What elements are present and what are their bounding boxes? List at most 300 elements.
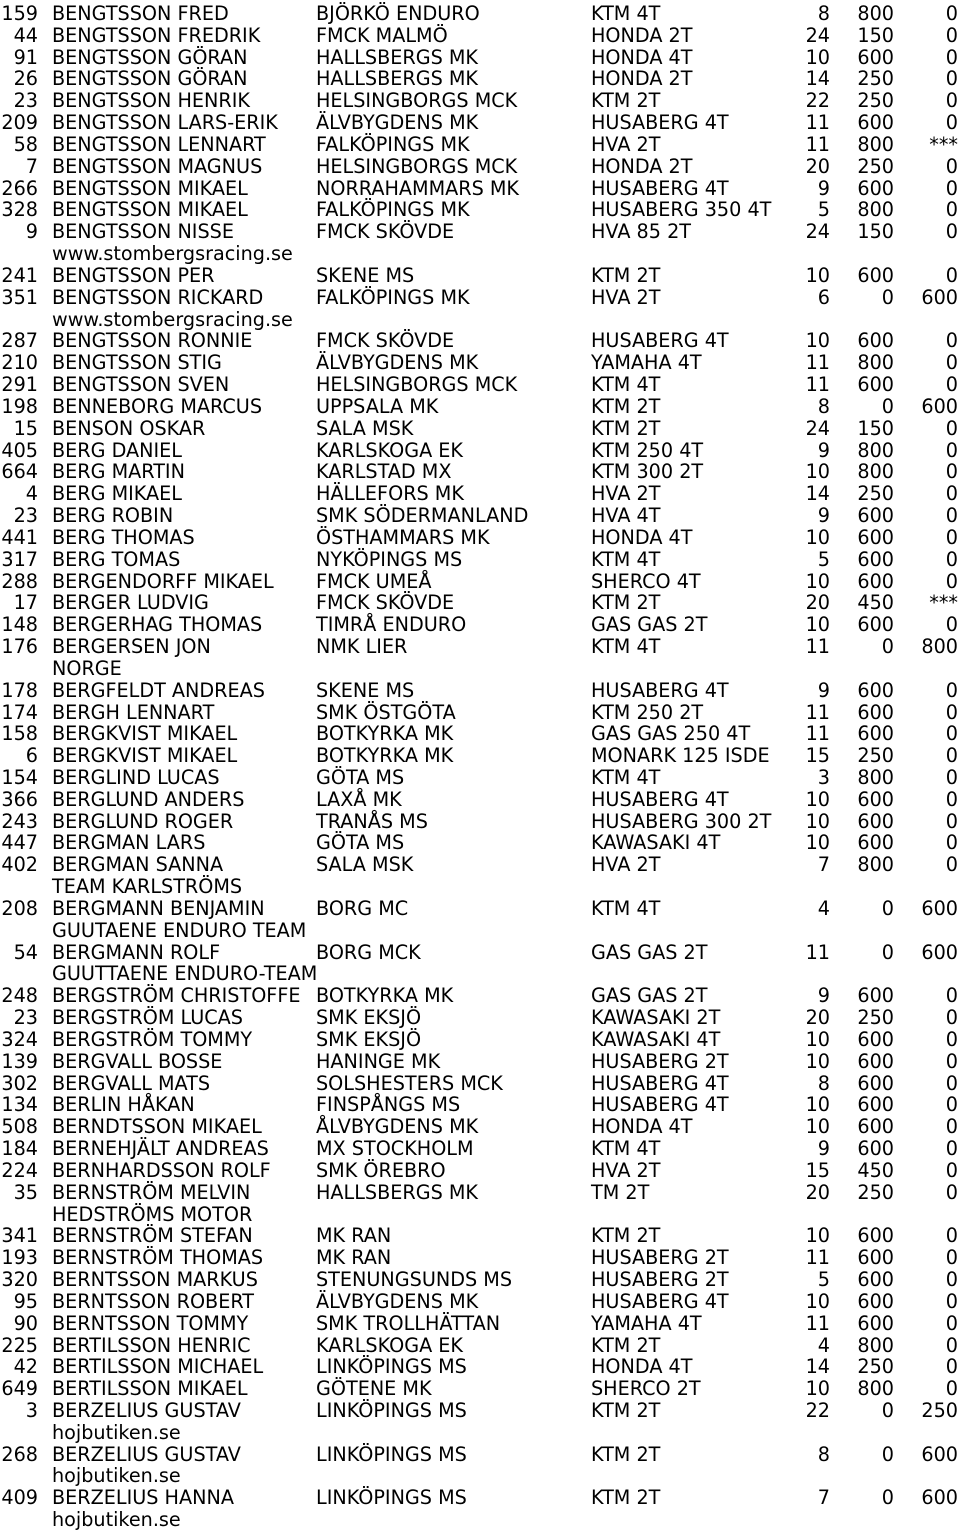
bike-model: HVA 2T — [591, 482, 661, 506]
club-name: HELSINGBORGS MCK — [316, 154, 518, 178]
start-number: 17 — [13, 591, 38, 615]
start-number: 351 — [1, 285, 38, 309]
entry-extra-row — [0, 1422, 960, 1444]
club-name: SALA MSK — [316, 853, 414, 877]
start-number: 649 — [1, 1377, 38, 1401]
entry-row — [0, 942, 960, 964]
value-2: 800 — [857, 853, 894, 877]
value-1: 10 — [805, 1115, 830, 1139]
value-2: 800 — [857, 1377, 894, 1401]
bike-model: HVA 2T — [591, 1158, 661, 1182]
value-3: *** — [929, 132, 958, 156]
value-1: 10 — [805, 1027, 830, 1051]
value-1: 10 — [805, 460, 830, 484]
rider-name: BENGTSSON PER — [52, 263, 215, 287]
rider-name: BERGLUND ANDERS — [52, 787, 245, 811]
value-3: 0 — [945, 744, 958, 768]
bike-model: HVA 85 2T — [591, 220, 691, 244]
value-1: 11 — [805, 373, 830, 397]
value-2: 250 — [857, 1180, 894, 1204]
rider-name: BERGER LUDVIG — [52, 591, 209, 615]
start-number: 225 — [1, 1333, 38, 1357]
bike-model: HUSABERG 2T — [591, 1268, 729, 1292]
value-1: 7 — [817, 853, 830, 877]
rider-name: BERGVALL MATS — [52, 1071, 211, 1095]
value-2: 600 — [857, 678, 894, 702]
start-number: 95 — [13, 1289, 38, 1313]
value-2: 250 — [857, 482, 894, 506]
rider-name: BERGENDORFF MIKAEL — [52, 569, 274, 593]
value-3: 0 — [945, 525, 958, 549]
start-number: 7 — [25, 154, 38, 178]
value-1: 11 — [805, 1246, 830, 1270]
entry-extra-row — [0, 963, 960, 985]
value-1: 10 — [805, 613, 830, 637]
entry-row — [0, 47, 960, 69]
club-name: LINKÖPINGS MS — [316, 1486, 467, 1510]
value-2: 600 — [857, 569, 894, 593]
rider-name: BENGTSSON MAGNUS — [52, 154, 263, 178]
club-name: LINKÖPINGS MS — [316, 1399, 467, 1422]
rider-name: BERNSTRÖM THOMAS — [52, 1246, 264, 1270]
value-1: 4 — [817, 1333, 830, 1357]
entry-extra-row — [0, 876, 960, 898]
start-number: 241 — [1, 263, 38, 287]
value-1: 10 — [805, 329, 830, 353]
value-1: 14 — [805, 1355, 830, 1379]
start-number: 243 — [1, 809, 38, 833]
start-number: 266 — [1, 176, 38, 200]
start-number: 6 — [25, 744, 38, 768]
start-number: 302 — [1, 1071, 38, 1095]
value-3: 600 — [921, 896, 958, 920]
bike-model: HUSABERG 4T — [591, 1289, 729, 1313]
rider-name: BENGTSSON LENNART — [52, 132, 266, 156]
entry-row — [0, 723, 960, 745]
value-1: 20 — [805, 1180, 830, 1204]
entry-row — [0, 1116, 960, 1138]
value-3: 0 — [945, 765, 958, 789]
value-2: 600 — [857, 329, 894, 353]
rider-name: BERNSTRÖM STEFAN — [52, 1224, 253, 1248]
bike-model: KTM 4T — [591, 2, 661, 25]
club-name: ÄLVBYGDENS MK — [316, 351, 479, 375]
rider-name: BERNTSSON MARKUS — [52, 1268, 258, 1292]
entry-row — [0, 287, 960, 309]
start-number: 54 — [13, 940, 38, 964]
entry-row — [0, 680, 960, 702]
value-2: 150 — [857, 23, 894, 47]
club-name: HALLSBERGS MK — [316, 1180, 479, 1204]
club-name: FINSPÅNGS MS — [316, 1093, 461, 1117]
value-1: 7 — [817, 1486, 830, 1510]
value-2: 600 — [857, 1049, 894, 1073]
value-2: 600 — [857, 1311, 894, 1335]
club-name: ÄLVBYGDENS MK — [316, 1289, 479, 1313]
entry-row — [0, 1269, 960, 1291]
bike-model: KTM 2T — [591, 591, 661, 615]
entry-extra-text: GUUTAENE ENDURO TEAM — [52, 918, 307, 942]
value-3: 0 — [945, 176, 958, 200]
club-name: BORG MCK — [316, 940, 421, 964]
value-1: 9 — [817, 984, 830, 1008]
value-2: 0 — [881, 1399, 894, 1422]
value-1: 9 — [817, 504, 830, 528]
start-number: 26 — [13, 67, 38, 91]
club-name: MX STOCKHOLM — [316, 1137, 474, 1161]
value-1: 11 — [805, 111, 830, 135]
bike-model: HUSABERG 350 4T — [591, 198, 772, 222]
bike-model: GAS GAS 2T — [591, 984, 708, 1008]
value-3: 0 — [945, 45, 958, 69]
start-number: 134 — [1, 1093, 38, 1117]
bike-model: GAS GAS 2T — [591, 613, 708, 637]
value-1: 6 — [817, 285, 830, 309]
start-number: 23 — [13, 1006, 38, 1030]
value-2: 600 — [857, 984, 894, 1008]
rider-name: BENGTSSON MIKAEL — [52, 198, 248, 222]
value-2: 250 — [857, 154, 894, 178]
value-2: 600 — [857, 722, 894, 746]
value-1: 11 — [805, 635, 830, 659]
start-number: 42 — [13, 1355, 38, 1379]
start-number: 409 — [1, 1486, 38, 1510]
entry-extra-row — [0, 1204, 960, 1226]
rider-name: BERNTSSON ROBERT — [52, 1289, 254, 1313]
entry-row — [0, 527, 960, 549]
bike-model: HONDA 4T — [591, 525, 693, 549]
value-2: 250 — [857, 67, 894, 91]
rider-name: BENNEBORG MARCUS — [52, 394, 263, 418]
start-number: 209 — [1, 111, 38, 135]
entry-row — [0, 1029, 960, 1051]
value-3: 0 — [945, 1224, 958, 1248]
bike-model: KTM 4T — [591, 765, 661, 789]
entry-extra-text: NORGE — [52, 656, 122, 680]
start-number: 441 — [1, 525, 38, 549]
value-3: 0 — [945, 1355, 958, 1379]
value-1: 20 — [805, 591, 830, 615]
rider-name: BERGERHAG THOMAS — [52, 613, 263, 637]
rider-name: BERG DANIEL — [52, 438, 182, 462]
club-name: SOLSHESTERS MCK — [316, 1071, 503, 1095]
start-number: 317 — [1, 547, 38, 571]
value-1: 8 — [817, 2, 830, 25]
club-name: LINKÖPINGS MS — [316, 1355, 467, 1379]
value-3: 0 — [945, 1158, 958, 1182]
rider-name: BERG MARTIN — [52, 460, 185, 484]
value-1: 22 — [805, 89, 830, 113]
value-3: 0 — [945, 504, 958, 528]
value-2: 0 — [881, 940, 894, 964]
value-3: 0 — [945, 89, 958, 113]
club-name: HALLSBERGS MK — [316, 67, 479, 91]
value-2: 0 — [881, 635, 894, 659]
bike-model: HUSABERG 4T — [591, 1071, 729, 1095]
rider-name: BERG MIKAEL — [52, 482, 182, 506]
club-name: GÖTENE MK — [316, 1377, 432, 1401]
start-number: 15 — [13, 416, 38, 440]
entry-list — [0, 3, 960, 1531]
club-name: KARLSKOGA EK — [316, 438, 464, 462]
entry-row — [0, 3, 960, 25]
rider-name: BERGSTRÖM CHRISTOFFE — [52, 984, 301, 1008]
rider-name: BERG TOMAS — [52, 547, 181, 571]
value-3: 0 — [945, 1246, 958, 1270]
value-1: 4 — [817, 896, 830, 920]
start-number: 23 — [13, 89, 38, 113]
club-name: NYKÖPINGS MS — [316, 547, 463, 571]
rider-name: BENGTSSON STIG — [52, 351, 222, 375]
entry-row — [0, 1378, 960, 1400]
rider-name: BERLIN HÅKAN — [52, 1093, 195, 1117]
entry-row — [0, 221, 960, 243]
value-1: 10 — [805, 809, 830, 833]
club-name: ÅLVBYGDENS MK — [316, 1115, 479, 1139]
rider-name: BERZELIUS HANNA — [52, 1486, 234, 1510]
entry-row — [0, 1247, 960, 1269]
start-number: 210 — [1, 351, 38, 375]
value-2: 600 — [857, 1246, 894, 1270]
value-1: 10 — [805, 1049, 830, 1073]
club-name: SKENE MS — [316, 263, 415, 287]
entry-row — [0, 898, 960, 920]
entry-row — [0, 1335, 960, 1357]
bike-model: HVA 2T — [591, 853, 661, 877]
rider-name: BERG THOMAS — [52, 525, 195, 549]
value-2: 600 — [857, 831, 894, 855]
rider-name: BERGMAN LARS — [52, 831, 206, 855]
entry-row — [0, 505, 960, 527]
entry-row — [0, 461, 960, 483]
value-3: 0 — [945, 460, 958, 484]
value-3: 0 — [945, 1071, 958, 1095]
value-1: 5 — [817, 547, 830, 571]
entry-row — [0, 199, 960, 221]
value-3: 600 — [921, 940, 958, 964]
entry-row — [0, 396, 960, 418]
bike-model: HUSABERG 4T — [591, 111, 729, 135]
entry-row — [0, 549, 960, 571]
value-2: 0 — [881, 394, 894, 418]
club-name: LINKÖPINGS MS — [316, 1442, 467, 1466]
value-2: 600 — [857, 504, 894, 528]
bike-model: KTM 4T — [591, 1137, 661, 1161]
bike-model: KTM 2T — [591, 263, 661, 287]
value-3: 0 — [945, 1093, 958, 1117]
entry-row — [0, 156, 960, 178]
value-1: 11 — [805, 940, 830, 964]
bike-model: KTM 2T — [591, 1399, 661, 1422]
start-number: 291 — [1, 373, 38, 397]
rider-name: BENGTSSON GÖRAN — [52, 45, 248, 69]
start-number: 58 — [13, 132, 38, 156]
bike-model: HUSABERG 4T — [591, 678, 729, 702]
value-3: 0 — [945, 416, 958, 440]
entry-row — [0, 1225, 960, 1247]
rider-name: BERGVALL BOSSE — [52, 1049, 223, 1073]
entry-extra-text: hojbutiken.se — [52, 1508, 181, 1532]
value-1: 11 — [805, 132, 830, 156]
bike-model: KTM 250 2T — [591, 700, 704, 724]
start-number: 287 — [1, 329, 38, 353]
value-2: 800 — [857, 351, 894, 375]
value-2: 600 — [857, 1224, 894, 1248]
value-3: 0 — [945, 1311, 958, 1335]
value-2: 600 — [857, 1093, 894, 1117]
value-3: 600 — [921, 394, 958, 418]
value-1: 14 — [805, 482, 830, 506]
entry-row — [0, 832, 960, 854]
value-3: 0 — [945, 678, 958, 702]
start-number: 139 — [1, 1049, 38, 1073]
bike-model: KTM 2T — [591, 1442, 661, 1466]
value-2: 450 — [857, 1158, 894, 1182]
value-2: 800 — [857, 438, 894, 462]
value-3: 0 — [945, 1268, 958, 1292]
club-name: HÄLLEFORS MK — [316, 482, 464, 506]
start-number: 405 — [1, 438, 38, 462]
bike-model: TM 2T — [591, 1180, 650, 1204]
rider-name: BERZELIUS GUSTAV — [52, 1399, 241, 1422]
value-1: 11 — [805, 700, 830, 724]
value-3: 600 — [921, 1442, 958, 1466]
value-3: 250 — [921, 1399, 958, 1422]
value-3: 0 — [945, 482, 958, 506]
club-name: MK RAN — [316, 1246, 392, 1270]
bike-model: MONARK 125 ISDE — [591, 744, 770, 768]
start-number: 193 — [1, 1246, 38, 1270]
club-name: SMK ÖSTGÖTA — [316, 700, 456, 724]
club-name: BOTKYRKA MK — [316, 744, 454, 768]
value-3: 0 — [945, 984, 958, 1008]
club-name: HANINGE MK — [316, 1049, 441, 1073]
rider-name: BERGMANN BENJAMIN — [52, 896, 265, 920]
bike-model: KAWASAKI 4T — [591, 1027, 721, 1051]
start-number: 508 — [1, 1115, 38, 1139]
value-2: 450 — [857, 591, 894, 615]
start-number: 664 — [1, 460, 38, 484]
value-3: 0 — [945, 700, 958, 724]
club-name: SMK EKSJÖ — [316, 1027, 422, 1051]
entry-row — [0, 745, 960, 767]
start-number: 402 — [1, 853, 38, 877]
value-3: *** — [929, 591, 958, 615]
value-3: 0 — [945, 569, 958, 593]
club-name: TRANÅS MS — [316, 809, 428, 833]
rider-name: BERGLUND ROGER — [52, 809, 234, 833]
entry-row — [0, 1160, 960, 1182]
value-1: 15 — [805, 1158, 830, 1182]
start-number: 4 — [25, 482, 38, 506]
entry-row — [0, 112, 960, 134]
club-name: ÄLVBYGDENS MK — [316, 111, 479, 135]
value-1: 24 — [805, 23, 830, 47]
club-name: FMCK SKÖVDE — [316, 220, 455, 244]
start-number: 328 — [1, 198, 38, 222]
value-1: 11 — [805, 722, 830, 746]
bike-model: KTM 2T — [591, 1333, 661, 1357]
value-1: 20 — [805, 1006, 830, 1030]
entry-row — [0, 1400, 960, 1422]
value-2: 600 — [857, 263, 894, 287]
value-2: 250 — [857, 1355, 894, 1379]
value-1: 24 — [805, 416, 830, 440]
value-3: 0 — [945, 809, 958, 833]
start-number: 248 — [1, 984, 38, 1008]
entry-row — [0, 1138, 960, 1160]
entry-row — [0, 25, 960, 47]
rider-name: BENGTSSON NISSE — [52, 220, 234, 244]
value-2: 600 — [857, 809, 894, 833]
value-1: 9 — [817, 678, 830, 702]
bike-model: KTM 250 4T — [591, 438, 704, 462]
rider-name: BENGTSSON HENRIK — [52, 89, 250, 113]
entry-row — [0, 483, 960, 505]
bike-model: HUSABERG 4T — [591, 176, 729, 200]
bike-model: HUSABERG 300 2T — [591, 809, 772, 833]
bike-model: HUSABERG 4T — [591, 787, 729, 811]
club-name: FALKÖPINGS MK — [316, 198, 470, 222]
club-name: SMK ÖREBRO — [316, 1158, 446, 1182]
start-number: 447 — [1, 831, 38, 855]
bike-model: HONDA 2T — [591, 154, 693, 178]
value-2: 600 — [857, 525, 894, 549]
club-name: HALLSBERGS MK — [316, 45, 479, 69]
entry-extra-text: www.stombergsracing.se — [52, 242, 293, 266]
value-1: 10 — [805, 263, 830, 287]
entry-extra-text: GUUTTAENE ENDURO-TEAM — [52, 962, 318, 986]
entry-row — [0, 1356, 960, 1378]
value-1: 11 — [805, 1311, 830, 1335]
entry-extra-row — [0, 1465, 960, 1487]
bike-model: HVA 2T — [591, 285, 661, 309]
club-name: HELSINGBORGS MCK — [316, 373, 518, 397]
value-2: 0 — [881, 1486, 894, 1510]
value-2: 600 — [857, 45, 894, 69]
bike-model: KTM 4T — [591, 896, 661, 920]
value-3: 0 — [945, 2, 958, 25]
value-2: 600 — [857, 1289, 894, 1313]
club-name: LAXÅ MK — [316, 787, 402, 811]
value-2: 800 — [857, 2, 894, 25]
value-3: 0 — [945, 853, 958, 877]
bike-model: YAMAHA 4T — [591, 1311, 702, 1335]
club-name: KARLSKOGA EK — [316, 1333, 464, 1357]
entry-row — [0, 636, 960, 658]
rider-name: BERZELIUS GUSTAV — [52, 1442, 241, 1466]
bike-model: KTM 4T — [591, 635, 661, 659]
club-name: FALKÖPINGS MK — [316, 285, 470, 309]
value-3: 0 — [945, 373, 958, 397]
value-2: 600 — [857, 176, 894, 200]
entry-row — [0, 789, 960, 811]
value-3: 0 — [945, 787, 958, 811]
bike-model: KTM 4T — [591, 547, 661, 571]
entry-row — [0, 811, 960, 833]
start-number: 198 — [1, 394, 38, 418]
entry-row — [0, 1313, 960, 1335]
club-name: GÖTA MS — [316, 831, 405, 855]
club-name: SALA MSK — [316, 416, 414, 440]
value-1: 10 — [805, 787, 830, 811]
club-name: SMK EKSJÖ — [316, 1006, 422, 1030]
bike-model: HONDA 2T — [591, 23, 693, 47]
value-3: 0 — [945, 351, 958, 375]
bike-model: YAMAHA 4T — [591, 351, 702, 375]
club-name: BOTKYRKA MK — [316, 722, 454, 746]
rider-name: BERGH LENNART — [52, 700, 215, 724]
